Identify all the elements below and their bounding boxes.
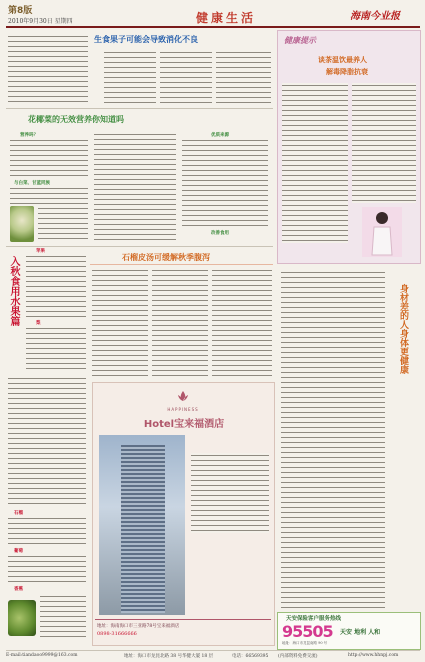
- article-raw-fruit: [6, 30, 273, 106]
- tower: [121, 445, 165, 613]
- divider: [6, 246, 273, 247]
- ad-text: [191, 453, 269, 533]
- article-pomegranate: [90, 248, 273, 380]
- footer-note: (内部资料免费交流): [278, 654, 318, 659]
- article-body: [182, 138, 268, 228]
- hotline-number: 95505: [282, 622, 333, 641]
- tip-title-1: 谈茶温饮最养人: [318, 56, 367, 64]
- article-body: [92, 268, 148, 376]
- tip-body: [282, 83, 348, 243]
- hotel-logo-en: HAPPINESS: [167, 407, 199, 412]
- article-body: [281, 270, 385, 608]
- article-body: [160, 50, 212, 104]
- article-body: [38, 206, 88, 242]
- article-cauliflower: [6, 110, 273, 244]
- article-body: [216, 50, 271, 104]
- divider: [6, 108, 273, 109]
- vertical-title: 入秋食用水果篇: [8, 256, 19, 326]
- footer-address: 地址：海口市龙昆北路 38 号华健大厦 18 层: [124, 654, 214, 659]
- tip-body: [352, 83, 416, 203]
- subheading: 葡萄: [14, 549, 23, 554]
- article-body: [8, 516, 86, 546]
- health-tip-box: [277, 30, 421, 264]
- article-body: [10, 186, 88, 204]
- ad-address-bar: [95, 619, 271, 642]
- article-body: [152, 268, 208, 376]
- article-title: 生食果子可能会导致消化不良: [94, 35, 198, 44]
- page-header: [0, 0, 425, 28]
- footer-site[interactable]: http://www.hhnpj.com: [348, 653, 399, 658]
- subheading: 香蕉: [14, 587, 23, 592]
- tip-tag: 健康提示: [284, 36, 316, 45]
- subheading: 石榴: [14, 511, 23, 516]
- insurance-address: 地址：海口市龙昆南路 90 号: [282, 641, 328, 645]
- vertical-title: 身材差的人身体更健康: [398, 284, 408, 374]
- insurance-advertisement: [277, 612, 421, 650]
- subheading: 改善食用: [211, 231, 229, 236]
- article-title: 花椰菜的无效营养你知道吗: [28, 115, 124, 124]
- article-body: [26, 254, 86, 318]
- hotel-name: Hotel宝来福酒店: [143, 419, 225, 430]
- woman-photo: [362, 207, 402, 257]
- hotel-building-photo: [99, 435, 185, 615]
- tip-title-2: 解毒降脂抗衰: [326, 68, 368, 76]
- issue-date: 2010年9月30日 星期四: [8, 18, 73, 25]
- subheading: 苹果: [36, 249, 45, 254]
- header-rule: [6, 26, 420, 28]
- article-autumn-fruits: [6, 248, 88, 644]
- article-title: 石榴皮汤可缓解秋季腹泻: [122, 253, 210, 262]
- article-body: [104, 50, 156, 104]
- page-number: 第8版: [8, 6, 33, 16]
- hotel-address: 地址：海南海口市三亚路78号宝来福酒店: [97, 624, 180, 629]
- article-body: [26, 326, 86, 372]
- title-rule: [90, 264, 273, 265]
- article-body: [10, 138, 88, 176]
- grapes-photo: [8, 600, 36, 636]
- masthead: 海南今业报: [350, 11, 400, 22]
- article-body: [8, 376, 86, 506]
- article-body: [94, 132, 176, 242]
- insurance-heading: 天安保险客户服务热线: [286, 616, 342, 622]
- article-body: [8, 554, 86, 584]
- subheading: 梨: [36, 321, 41, 326]
- page-footer: [6, 652, 420, 662]
- insurance-slogan: 天安 地利 人和: [340, 629, 381, 636]
- subheading: 与白菜、甘蓝同族: [14, 181, 50, 186]
- footer-phone: 电话：66569395: [232, 654, 269, 659]
- subheading: 优质来源: [211, 133, 229, 138]
- footer-email[interactable]: E-mail:tiandaoo9999@163.com: [6, 653, 78, 658]
- section-title: 健康生活: [196, 11, 257, 25]
- cauliflower-photo: [10, 206, 34, 242]
- hotel-phone: 0898-31666666: [97, 631, 137, 637]
- hotel-advertisement: [92, 382, 275, 646]
- subheading: 营养吗？: [20, 133, 38, 138]
- footer-rule: [6, 650, 420, 651]
- flower-logo-icon: [175, 389, 191, 405]
- article-body: [212, 268, 272, 376]
- article-body: [40, 594, 86, 640]
- article-body-shape: [277, 266, 419, 612]
- article-body: [8, 34, 88, 104]
